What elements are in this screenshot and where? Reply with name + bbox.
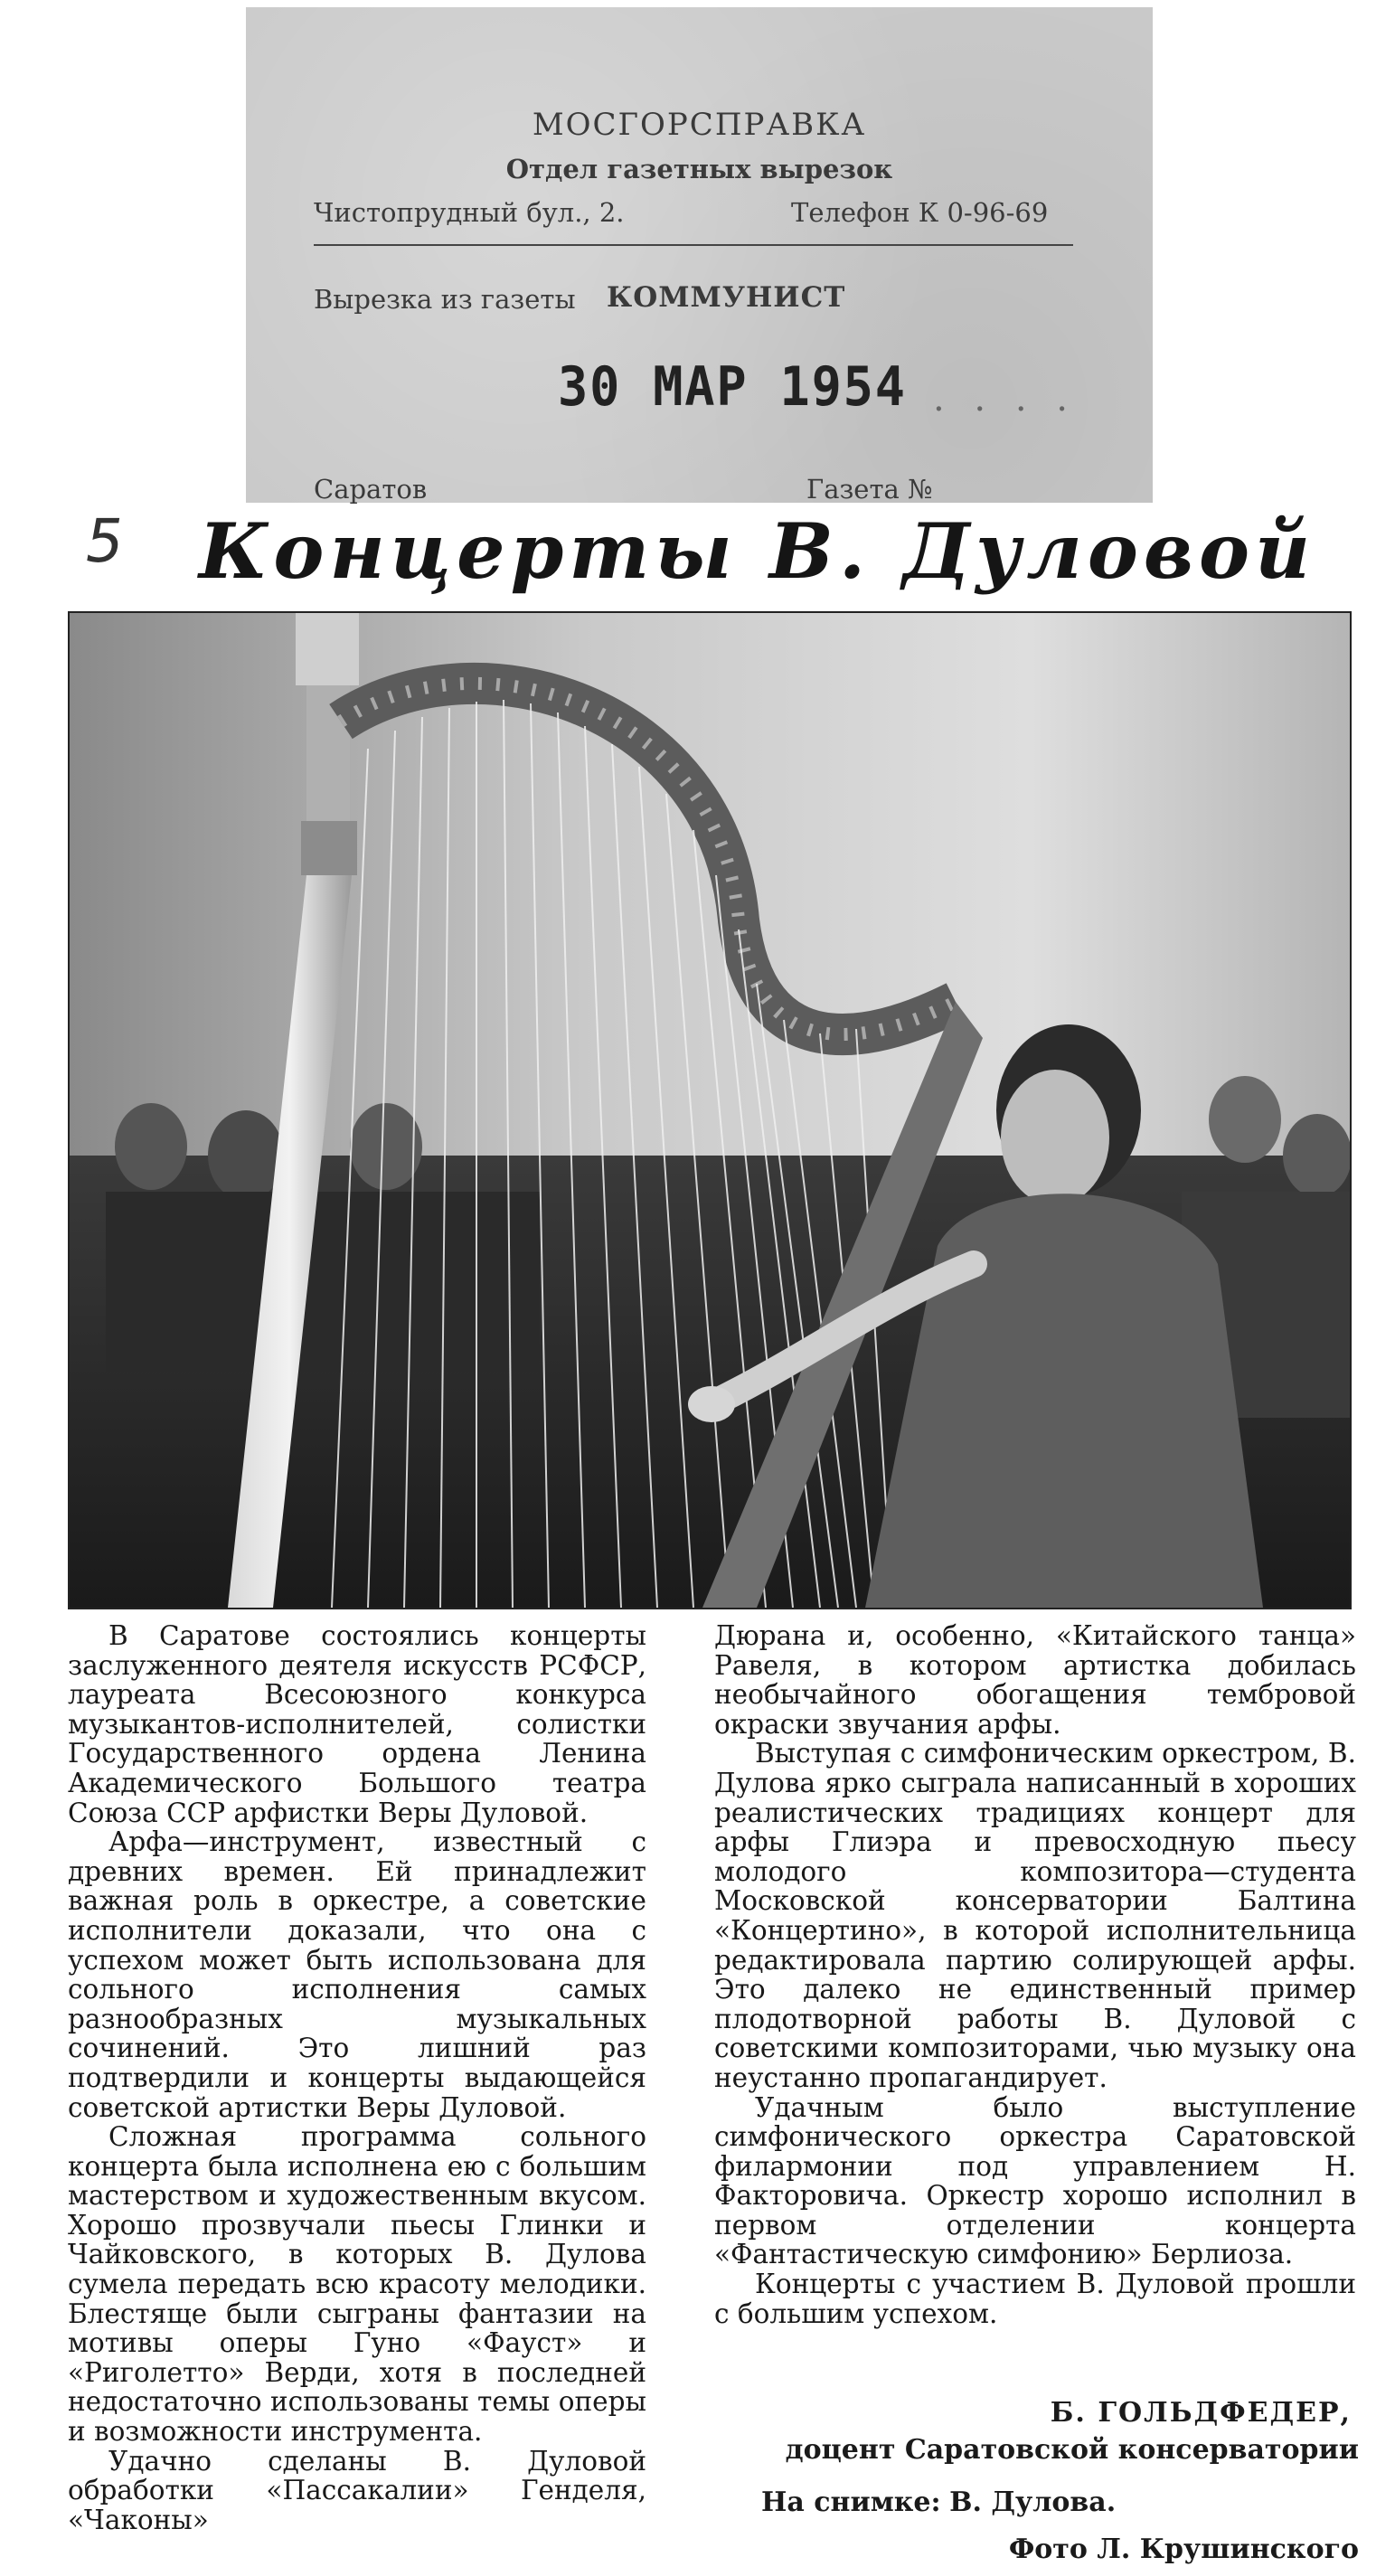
slip-city: Саратов — [314, 474, 428, 505]
paragraph: Арфа—инструмент, известный с древних времен. Ей принадлежит важная роль в оркестре, а советские исполнители доказали, что она с успехом может быть использована для сольного исполнения самых разнообразных музыкальных сочинений. Это лишний раз подтвердили и концерты выдающейся советской артистки Веры Дуловой. — [68, 1826, 646, 2123]
pencil-mark: 5 — [80, 506, 130, 576]
slip-department: Отдел газетных вырезок — [505, 154, 893, 184]
harpist-photo-illustration — [70, 613, 1350, 1608]
paragraph: Концерты с участием В. Дуловой прошли с большим успехом. — [714, 2269, 1356, 2329]
slip-divider — [314, 244, 1073, 246]
slip-clipping-label: Вырезка из газеты — [314, 284, 576, 315]
paragraph: Выступая с симфоническим оркестром, В. Дулова ярко сыграла написанный в хороших реалистических традициях концерт для арфы Глиэра и превосходную пьесу молодого композитора—студента Московской консерватории Балтина «Концертино», в которой исполнительница редактировала партию солирующей арфы. Это далеко не единственный пример плодотворной работы В. Дуловой с советскими композиторами, чью музыку она неустанно пропагандирует. — [714, 1738, 1356, 2093]
article-headline: Концерты В. Дуловой — [199, 506, 1316, 596]
paragraph-continued: Дюрана и, особенно, «Китайского танца» Равеля, в котором артистка добилась необычайного обогащения тембровой окраски звучания арфы. — [714, 1620, 1356, 1740]
slip-organization: МОСГОРСПРАВКА — [532, 107, 867, 143]
author-name: Б. ГОЛЬДФЕДЕР, — [1050, 2397, 1352, 2429]
caption-text: В. Дулова. — [949, 2486, 1117, 2518]
paragraph: Удачным было выступление симфонического оркестра Саратовской филармонии под управлением Н. Факторовича. Оркестр хорошо исполнил в первом отделении концерта «Фантастическую симфонию» Берлиоза. — [714, 2091, 1356, 2270]
slip-gazeta-number-label: Газета № — [806, 474, 933, 505]
paragraph: Сложная программа сольного концерта была исполнена ею с большим мастерством и художественным вкусом. Хорошо прозвучали пьесы Глинки и Чайковского, в которых В. Дулова сумела передать всю красоту мелодики. Блестяще были сыграны фантазии на мотивы оперы Гуно «Фауст» и «Риголетто» Верди, хотя в последней недостаточно использованы темы оперы и возможности инструмента. — [68, 2121, 646, 2448]
paragraph: В Саратове состоялись концерты заслуженного деятеля искусств РСФСР, лауреата Всесоюзного конкурса музыкантов-исполнителей, солистки Государственного ордена Ленина Академического Большого театра Союза ССР арфистки Веры Дуловой. — [68, 1620, 646, 1828]
article-column-1 — [68, 1621, 646, 2534]
slip-dots: . . . . — [933, 378, 1078, 420]
slip-address: Чистопрудный бул., 2. — [314, 197, 625, 228]
clipping-label-slip — [246, 7, 1153, 503]
slip-phone: Телефон К 0-96-69 — [791, 197, 1049, 228]
photo-credit: Фото Л. Крушинского — [1008, 2534, 1359, 2565]
photo-caption — [761, 2486, 1116, 2518]
article-photo — [68, 611, 1352, 1609]
paragraph: Удачно сделаны В. Дуловой обработки «Пассакалии» Генделя, «Чаконы» — [68, 2445, 646, 2535]
caption-label: На снимке: — [761, 2486, 941, 2518]
article-column-2 — [714, 1621, 1356, 2328]
author-title: доцент Саратовской консерватории — [785, 2434, 1359, 2466]
slip-date-stamp: 30 МАР 1954 — [558, 355, 907, 419]
slip-newspaper-name: КОММУНИСТ — [607, 281, 846, 314]
